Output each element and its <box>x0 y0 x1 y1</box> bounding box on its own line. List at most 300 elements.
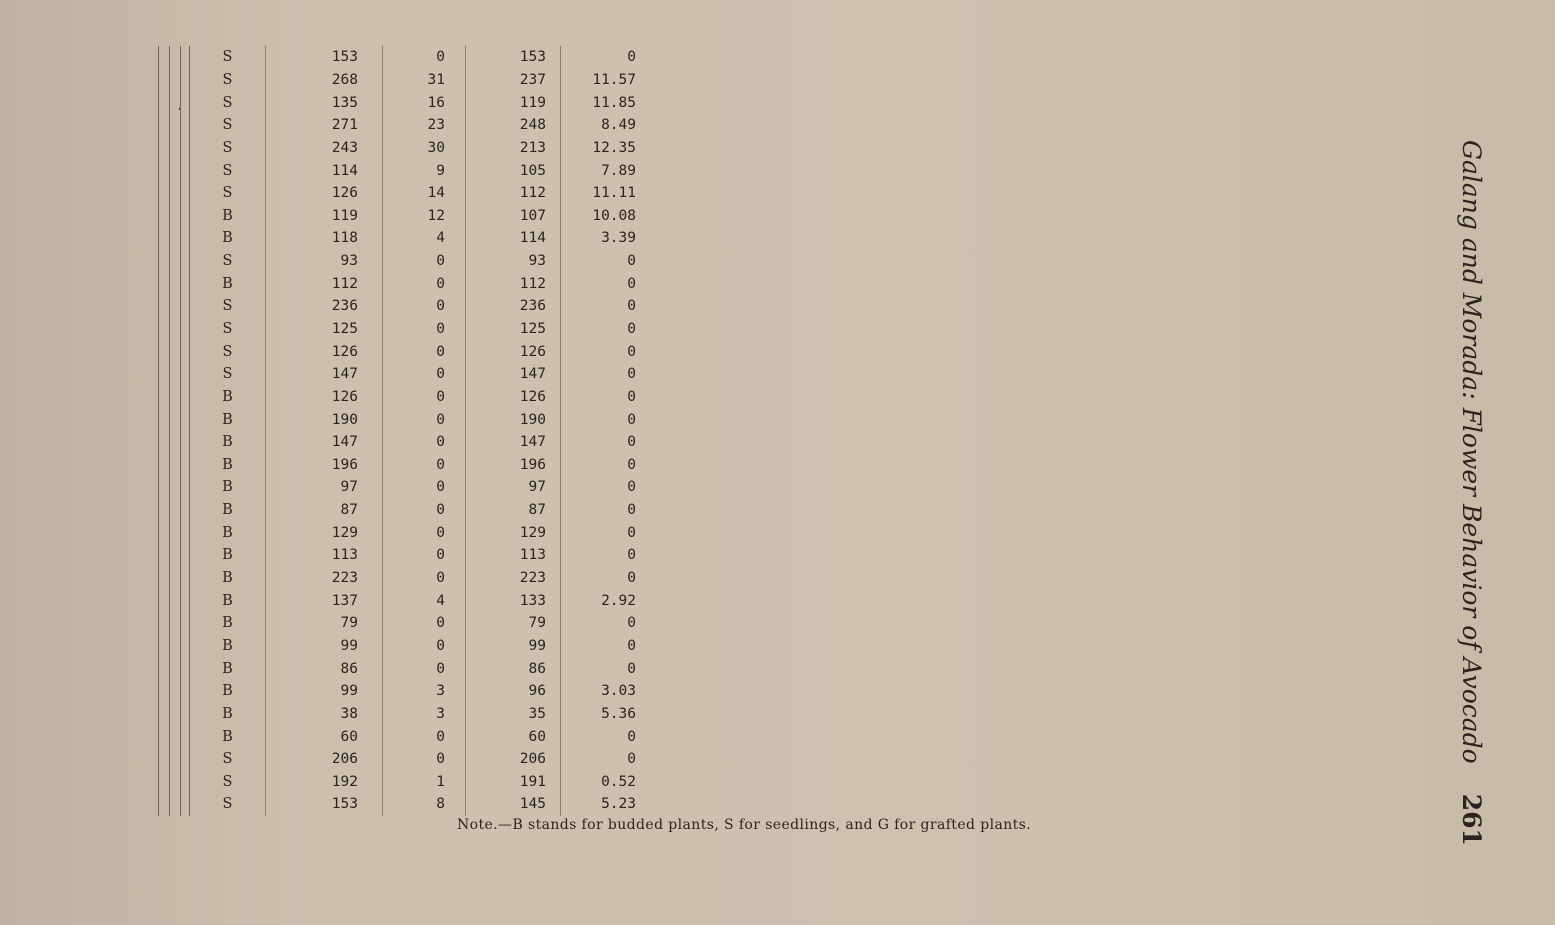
table-row <box>140 46 650 69</box>
cell-remaining: 97 <box>466 476 561 499</box>
cell-owner <box>170 657 181 680</box>
cell-location <box>181 363 190 386</box>
table-row <box>140 114 650 137</box>
cell-type: S <box>190 69 266 92</box>
cell-variety <box>159 544 170 567</box>
cell-remaining: 112 <box>466 272 561 295</box>
cell-id <box>140 680 159 703</box>
cell-percent: 0 <box>627 321 636 337</box>
table-row <box>140 91 650 114</box>
cell-location <box>181 612 190 635</box>
table-row <box>140 703 650 726</box>
cell-type: S <box>190 748 266 771</box>
cell-location <box>181 499 190 522</box>
cell-owner <box>170 137 181 160</box>
cell-remaining: 126 <box>466 340 561 363</box>
cell-dropped: 3 <box>383 703 466 726</box>
cell-location <box>181 250 190 273</box>
cell-percent: 0 <box>627 298 636 315</box>
cell-id <box>140 204 159 227</box>
cell-percent: 0 <box>627 547 636 564</box>
cell-percent: 5.23 <box>601 796 636 813</box>
cell-percent: 0 <box>627 479 636 496</box>
cell-owner <box>170 544 181 567</box>
cell-variety <box>159 748 170 771</box>
cell-location <box>181 431 190 454</box>
cell-owner <box>170 635 181 658</box>
cell-remaining: 125 <box>466 318 561 341</box>
cell-location <box>181 680 190 703</box>
cell-remaining: 129 <box>466 521 561 544</box>
cell-dropped: 0 <box>383 567 466 590</box>
cell-remaining: 191 <box>466 771 561 794</box>
cell-dropped: 0 <box>383 725 466 748</box>
cell-variety <box>159 386 170 409</box>
cell-variety <box>159 227 170 250</box>
cell-owner <box>170 46 181 69</box>
cell-type: B <box>190 680 266 703</box>
cell-type: B <box>190 589 266 612</box>
cell-percent: 0 <box>627 728 636 745</box>
cell-owner <box>170 454 181 477</box>
cell-percent: 3.03 <box>601 683 636 700</box>
cell-type: S <box>190 363 266 386</box>
cell-variety <box>159 46 170 69</box>
cell-owner <box>170 499 181 522</box>
table-row <box>140 431 650 454</box>
cell-location <box>181 114 190 137</box>
cell-owner <box>170 295 181 318</box>
cell-dropped: 8 <box>383 793 466 816</box>
table-row <box>140 589 650 612</box>
cell-location <box>181 589 190 612</box>
table-row <box>140 386 650 409</box>
cell-remaining: 236 <box>466 295 561 318</box>
cell-percent: 3.39 <box>601 230 636 247</box>
cell-dropped: 0 <box>383 521 466 544</box>
cell-total: 206 <box>266 748 383 771</box>
cell-type: S <box>190 793 266 816</box>
cell-owner <box>170 318 181 341</box>
table-row <box>140 725 650 748</box>
cell-type: B <box>190 612 266 635</box>
cell-type: S <box>190 250 266 273</box>
cell-dropped: 4 <box>383 589 466 612</box>
cell-variety <box>159 340 170 363</box>
cell-dropped: 23 <box>383 114 466 137</box>
page-number: 261 <box>1457 793 1486 846</box>
cell-id <box>140 703 159 726</box>
cell-variety <box>159 454 170 477</box>
cell-dropped: 0 <box>383 748 466 771</box>
cell-dropped: 1 <box>383 771 466 794</box>
cell-total: 125 <box>266 318 383 341</box>
cell-owner <box>170 69 181 92</box>
table-row <box>140 544 650 567</box>
cell-dropped: 0 <box>383 544 466 567</box>
cell-dropped: 12 <box>383 204 466 227</box>
cell-percent: 0 <box>627 49 636 66</box>
cell-id <box>140 250 159 273</box>
cell-variety <box>159 204 170 227</box>
cell-variety <box>159 703 170 726</box>
cell-total: 126 <box>266 182 383 205</box>
cell-remaining: 119 <box>466 91 561 114</box>
cell-percent: 2.92 <box>601 592 636 609</box>
cell-owner <box>170 250 181 273</box>
cell-percent: 0 <box>627 502 636 519</box>
cell-dropped: 0 <box>383 250 466 273</box>
table-row <box>140 748 650 771</box>
cell-location <box>181 725 190 748</box>
cell-remaining: 223 <box>466 567 561 590</box>
cell-total: 268 <box>266 69 383 92</box>
cell-total: 79 <box>266 612 383 635</box>
cell-total: 153 <box>266 793 383 816</box>
cell-type: S <box>190 318 266 341</box>
table-row <box>140 227 650 250</box>
cell-id <box>140 725 159 748</box>
cell-location <box>181 657 190 680</box>
cell-total: 126 <box>266 386 383 409</box>
cell-location <box>181 159 190 182</box>
cell-location <box>181 182 190 205</box>
table-row <box>140 159 650 182</box>
table-row <box>140 476 650 499</box>
cell-variety <box>159 725 170 748</box>
table-row <box>140 454 650 477</box>
cell-percent: 0.52 <box>601 773 636 790</box>
cell-id <box>140 657 159 680</box>
cell-total: 86 <box>266 657 383 680</box>
cell-total: 99 <box>266 635 383 658</box>
cell-percent: 11.57 <box>592 71 636 88</box>
cell-type: B <box>190 657 266 680</box>
cell-remaining: 107 <box>466 204 561 227</box>
cell-location <box>181 318 190 341</box>
cell-type: B <box>190 204 266 227</box>
cell-remaining: 114 <box>466 227 561 250</box>
cell-remaining: 237 <box>466 69 561 92</box>
cell-dropped: 0 <box>383 408 466 431</box>
cell-percent: 5.36 <box>601 705 636 722</box>
cell-owner <box>170 340 181 363</box>
cell-dropped: 0 <box>383 46 466 69</box>
cell-variety <box>159 657 170 680</box>
cell-location <box>181 340 190 363</box>
cell-percent: 0 <box>627 751 636 768</box>
cell-dropped: 16 <box>383 91 466 114</box>
cell-total: 153 <box>266 46 383 69</box>
cell-remaining: 99 <box>466 635 561 658</box>
cell-location <box>181 408 190 431</box>
table-row <box>140 137 650 160</box>
table-row <box>140 499 650 522</box>
cell-percent: 0 <box>627 343 636 360</box>
cell-type: B <box>190 499 266 522</box>
cell-percent: 0 <box>627 615 636 632</box>
cell-remaining: 93 <box>466 250 561 273</box>
cell-variety <box>159 476 170 499</box>
table-row <box>140 182 650 205</box>
cell-id <box>140 408 159 431</box>
table-row <box>140 295 650 318</box>
cell-total: 38 <box>266 703 383 726</box>
cell-location <box>181 227 190 250</box>
cell-variety <box>159 567 170 590</box>
cell-type: S <box>190 771 266 794</box>
cell-variety <box>159 589 170 612</box>
cell-id <box>140 227 159 250</box>
cell-total: 223 <box>266 567 383 590</box>
cell-id <box>140 499 159 522</box>
cell-owner <box>170 748 181 771</box>
cell-owner <box>170 159 181 182</box>
cell-total: 114 <box>266 159 383 182</box>
cell-location <box>181 386 190 409</box>
cell-percent: 0 <box>627 660 636 677</box>
cell-variety <box>159 499 170 522</box>
cell-owner <box>170 182 181 205</box>
cell-remaining: 113 <box>466 544 561 567</box>
cell-total: 113 <box>266 544 383 567</box>
cell-remaining: 147 <box>466 363 561 386</box>
cell-total: 126 <box>266 340 383 363</box>
cell-dropped: 0 <box>383 295 466 318</box>
cell-owner <box>170 612 181 635</box>
cell-percent: 0 <box>627 411 636 428</box>
cell-owner <box>170 703 181 726</box>
cell-dropped: 0 <box>383 431 466 454</box>
table-row <box>140 793 650 816</box>
cell-location <box>181 748 190 771</box>
cell-location <box>181 793 190 816</box>
cell-variety <box>159 91 170 114</box>
cell-remaining: 35 <box>466 703 561 726</box>
cell-remaining: 60 <box>466 725 561 748</box>
cell-id <box>140 476 159 499</box>
cell-type: B <box>190 408 266 431</box>
cell-id <box>140 612 159 635</box>
cell-variety <box>159 182 170 205</box>
cell-owner <box>170 771 181 794</box>
cell-type: B <box>190 476 266 499</box>
cell-dropped: 0 <box>383 612 466 635</box>
cell-location <box>181 544 190 567</box>
cell-total: 97 <box>266 476 383 499</box>
cell-remaining: 86 <box>466 657 561 680</box>
cell-dropped: 0 <box>383 363 466 386</box>
cell-owner <box>170 363 181 386</box>
cell-owner <box>170 408 181 431</box>
cell-total: 93 <box>266 250 383 273</box>
cell-type: S <box>190 340 266 363</box>
cell-id <box>140 272 159 295</box>
cell-remaining: 79 <box>466 612 561 635</box>
cell-total: 135 <box>266 91 383 114</box>
cell-remaining: 126 <box>466 386 561 409</box>
cell-dropped: 14 <box>383 182 466 205</box>
cell-percent: 0 <box>627 275 636 292</box>
cell-variety <box>159 318 170 341</box>
cell-remaining: 190 <box>466 408 561 431</box>
cell-location <box>181 454 190 477</box>
cell-total: 60 <box>266 725 383 748</box>
cell-total: 119 <box>266 204 383 227</box>
table-note: Note.—B stands for budded plants, S for seedlings, and G for grafted plants. <box>457 817 1032 833</box>
cell-remaining: 206 <box>466 748 561 771</box>
table-body <box>140 46 650 816</box>
cell-dropped: 30 <box>383 137 466 160</box>
cell-type: B <box>190 521 266 544</box>
cell-variety <box>159 363 170 386</box>
cell-owner <box>170 227 181 250</box>
table-row <box>140 340 650 363</box>
cell-type: B <box>190 431 266 454</box>
cell-type: S <box>190 114 266 137</box>
table-row <box>140 612 650 635</box>
cell-dropped: 0 <box>383 340 466 363</box>
cell-id <box>140 137 159 160</box>
cell-variety <box>159 137 170 160</box>
cell-variety <box>159 771 170 794</box>
table-row <box>140 635 650 658</box>
cell-owner <box>170 567 181 590</box>
cell-id <box>140 521 159 544</box>
cell-type: B <box>190 386 266 409</box>
cell-id <box>140 295 159 318</box>
running-head <box>1457 140 1486 900</box>
cell-total: 243 <box>266 137 383 160</box>
data-table <box>140 46 650 816</box>
cell-type: S <box>190 137 266 160</box>
cell-id <box>140 318 159 341</box>
cell-location <box>181 521 190 544</box>
cell-dropped: 0 <box>383 657 466 680</box>
cell-total: 192 <box>266 771 383 794</box>
cell-type: B <box>190 725 266 748</box>
cell-dropped: 31 <box>383 69 466 92</box>
cell-remaining: 213 <box>466 137 561 160</box>
cell-variety <box>159 295 170 318</box>
cell-id <box>140 635 159 658</box>
cell-type: B <box>190 272 266 295</box>
cell-dropped: 0 <box>383 635 466 658</box>
cell-id <box>140 91 159 114</box>
table-row <box>140 567 650 590</box>
cell-id <box>140 544 159 567</box>
cell-dropped: 0 <box>383 499 466 522</box>
cell-owner <box>170 114 181 137</box>
cell-owner <box>170 431 181 454</box>
cell-dropped: 0 <box>383 476 466 499</box>
cell-location <box>181 635 190 658</box>
cell-remaining: 133 <box>466 589 561 612</box>
cell-location <box>181 476 190 499</box>
cell-dropped: 0 <box>383 272 466 295</box>
cell-owner <box>170 793 181 816</box>
cell-id <box>140 748 159 771</box>
cell-id <box>140 386 159 409</box>
cell-id <box>140 454 159 477</box>
cell-id <box>140 46 159 69</box>
cell-type: B <box>190 454 266 477</box>
cell-owner <box>170 91 181 114</box>
cell-location <box>181 295 190 318</box>
cell-id <box>140 793 159 816</box>
cell-remaining: 248 <box>466 114 561 137</box>
table-row <box>140 69 650 92</box>
cell-variety <box>159 612 170 635</box>
cell-dropped: 3 <box>383 680 466 703</box>
cell-percent: 0 <box>627 253 636 270</box>
cell-percent: 8.49 <box>601 117 636 134</box>
cell-variety <box>159 521 170 544</box>
cell-id <box>140 771 159 794</box>
cell-id <box>140 340 159 363</box>
cell-type: S <box>190 91 266 114</box>
cell-remaining: 105 <box>466 159 561 182</box>
cell-dropped: 0 <box>383 386 466 409</box>
cell-percent: 0 <box>627 524 636 541</box>
table-row <box>140 250 650 273</box>
cell-total: 190 <box>266 408 383 431</box>
cell-id <box>140 567 159 590</box>
cell-dropped: 4 <box>383 227 466 250</box>
table-row <box>140 771 650 794</box>
cell-location <box>181 703 190 726</box>
cell-id <box>140 159 159 182</box>
cell-id <box>140 589 159 612</box>
cell-dropped: 0 <box>383 454 466 477</box>
cell-remaining: 87 <box>466 499 561 522</box>
cell-owner <box>170 589 181 612</box>
cell-dropped: 9 <box>383 159 466 182</box>
cell-location <box>181 771 190 794</box>
cell-percent: 7.89 <box>601 162 636 179</box>
cell-remaining: 112 <box>466 182 561 205</box>
cell-percent: 0 <box>627 388 636 405</box>
cell-dropped: 0 <box>383 318 466 341</box>
cell-variety <box>159 159 170 182</box>
table-row <box>140 272 650 295</box>
running-head-title: Galang and Morada: Flower Behavior of Avocado <box>1457 140 1486 764</box>
cell-remaining: 147 <box>466 431 561 454</box>
cell-owner <box>170 725 181 748</box>
cell-total: 196 <box>266 454 383 477</box>
cell-location <box>181 69 190 92</box>
cell-type: B <box>190 544 266 567</box>
cell-location <box>181 272 190 295</box>
cell-type: S <box>190 295 266 318</box>
cell-total: 147 <box>266 431 383 454</box>
cell-percent: 0 <box>627 456 636 473</box>
cell-remaining: 153 <box>466 46 561 69</box>
cell-location <box>181 91 190 114</box>
cell-owner <box>170 204 181 227</box>
cell-percent: 0 <box>627 434 636 451</box>
table-row <box>140 680 650 703</box>
cell-type: S <box>190 159 266 182</box>
table-row <box>140 521 650 544</box>
cell-variety <box>159 69 170 92</box>
cell-location <box>181 204 190 227</box>
cell-total: 129 <box>266 521 383 544</box>
table-row <box>140 363 650 386</box>
cell-percent: 0 <box>627 570 636 587</box>
cell-variety <box>159 793 170 816</box>
cell-percent: 12.35 <box>592 139 636 156</box>
